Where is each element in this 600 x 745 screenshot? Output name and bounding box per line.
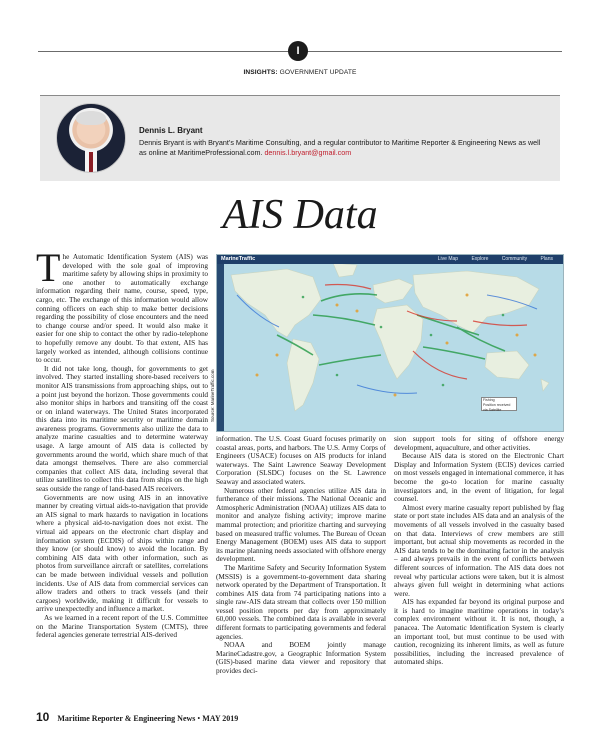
paragraph: Because AIS data is stored on the Electronic Chart Display and Information System (ECIS) devices carried on most vessels engaged in international commerce, it has become the go-to location for marine casualty investigators and, in the event of litigation, for legal counsel. — [394, 451, 564, 504]
image-source-credit: Source: MarineTraffic.com — [210, 369, 215, 422]
popup-subtitle: Position received via Satellite — [483, 403, 511, 412]
issue-date: MAY 2019 — [202, 714, 239, 723]
article-headline: AIS Data — [222, 192, 378, 238]
map-menu-item[interactable]: Live Map — [437, 256, 459, 262]
paragraph: Governments are now using AIS in an innovative manner by creating virtual aids-to-navigation that provide an AIS signal to mark hazards to navigation in locations where a physical aid-to-navigation does not exist. The virtual aid appears on the electronic chart display and information system (ECDIS) of ships within range and they know (or should know) to avoid the location. By combining AIS data with other information, such as photos from surveillance aircraft or satellites, correlations can be made between individual vessels and pollution incidents. Use of AIS data from commercial services can allow traders and others to track vessels (and their cargoes) worldwide, making it difficult for vessels to arrive unexpectedly and influence a market. — [36, 492, 208, 614]
publication-name: Maritime Reporter & Engineering News — [57, 714, 196, 723]
vessel-popup — [481, 397, 517, 411]
insights-label: INSIGHTS: — [243, 69, 278, 76]
author-name: Dennis L. Bryant — [139, 126, 203, 135]
footer-separator: • — [197, 714, 201, 723]
paragraph: Numerous other federal agencies utilize AIS data in furtherance of their missions. The National Oceanic and Atmospheric Administration (NOAA) utilizes AIS data to monitor and analyze fishing activity; improve marine mammal protection; and prioritize charting and surveying based on measured traffic volumes. The Bureau of Ocean Energy Management (BOEM) uses AIS data to support its marine planning needs associated with offshore energy development. — [216, 485, 386, 564]
author-email-link[interactable]: dennis.l.bryant@gmail.com — [264, 148, 352, 157]
page-number: 10 — [36, 710, 50, 724]
paragraph: As we learned in a recent report of the U.S. Committee on the Marine Transportation System (CMTS), three federal agencies generate terrestrial AIS-derived — [36, 612, 208, 640]
paragraph: The Maritime Safety and Security Information System (MSSIS) is a government-to-government data sharing network operated by the Department of Transportation. It combines AIS data from 74 participating nations into a single raw-AIS data stream that collects over 150 million vessel position reports per day from approximately 60,000 vessels. The combined data is available in several different formats to participating governments and federal agencies. — [216, 562, 386, 641]
section-heading — [0, 69, 600, 76]
dropcap: T — [36, 245, 61, 290]
map-menu-item[interactable]: Explore — [471, 256, 489, 262]
map-menu-item[interactable]: Community — [501, 256, 528, 262]
page-footer — [36, 710, 238, 724]
paragraph: Almost every marine casualty report published by flag state or port state includes AIS data and an analysis of the movements of all vessels involved in the casualty based on that data. Interviews of crew members are still important, but actual ship movements as recorded in the AIS data tends to be the dominating factor in the analysis – and always prevails in the event of conflicts between different sources of information. The AIS data does not reveal why particular actions were taken, but it is almost always given full weight in determining what actions were. — [394, 502, 564, 598]
paragraph: AIS has expanded far beyond its original purpose and it is hard to imagine maritime operations in today’s complex environment without it. It is not, though, a panacea. The Automatic Identification System is clearly an important tool, but must continue to be used with caution, recognizing its inherent limits, as well as future possibilities, including the increased prevalence of automated ships. — [394, 597, 564, 667]
map-brand: MarineTraffic — [221, 256, 256, 262]
map-menu — [426, 256, 553, 262]
author-avatar — [56, 103, 126, 173]
article-column-3 — [394, 435, 564, 667]
insights-category: GOVERNMENT UPDATE — [279, 69, 357, 76]
section-badge: I — [288, 41, 308, 61]
paragraph: information. The U.S. Coast Guard focuses primarily on coastal areas, ports, and harbors. The U.S. Army Corps of Engineers (USACE) focuses on AIS products for inland waterways. The Saint Lawrence Seaway Development Corporation (SLSDC) focuses on the St. Lawrence Seaway and associated waters. — [216, 434, 386, 486]
article-column-1 — [36, 245, 208, 640]
author-bio-text: Dennis Bryant is with Bryant’s Maritime Consulting, and a regular contributor to Maritime Reporter & Engineering News as well as online at MaritimeProfessional.com. — [139, 138, 541, 157]
map-sidebar — [217, 264, 224, 431]
popup-title: Fishing — [483, 398, 495, 402]
map-menu-item[interactable]: Plans — [540, 256, 553, 262]
map-toolbar — [217, 255, 563, 264]
author-bio — [139, 138, 549, 158]
paragraph: It did not take long, though, for governments to get involved. They started installing shore-based receivers to monitor AIS transmissions from approaching ships, out to a point just beyond the horizon. Those governments could also monitor ships in harbors and transiting off the coast or on inland waterways. The United States incorporated this data into its maritime security or maritime domain awareness programs. Governments also utilize the data to analyze marine casualties and to determine waterway usage. A large amount of AIS data is collected by governments around the world, which share much of that data amongst themselves. There are also commercial companies that collect AIS data, including several that utilize satellites to collect this data from ships on the high seas outside the range of land-based AIS receivers. — [36, 363, 208, 494]
paragraph: NOAA and BOEM jointly manage MarineCadastre.gov, a Geographic Information System (GIS)-based marine data viewer and repository that provides deci- — [216, 640, 386, 676]
marinetraffic-map-image — [216, 254, 564, 432]
paragraph: sion support tools for siting of offshore energy development, aquaculture, and other activities. — [394, 434, 564, 452]
article-column-2 — [216, 435, 386, 676]
paragraph: The Automatic Identification System (AIS) was developed with the sole goal of improving maritime safety by allowing ships in proximity to one another to automatically exchange information regarding their name, course, speed, type, cargo, etc. The exchange of this information would allow conning officers on each ship to make better decisions regarding the possibility of close encounters and the need to change course and/or speed. It would also make it easier for one ship to contact the other by radio-telephone to hopefully remove any doubt. To that extent, AIS has largely worked as intended, although collisions continue to occur. — [36, 245, 208, 365]
